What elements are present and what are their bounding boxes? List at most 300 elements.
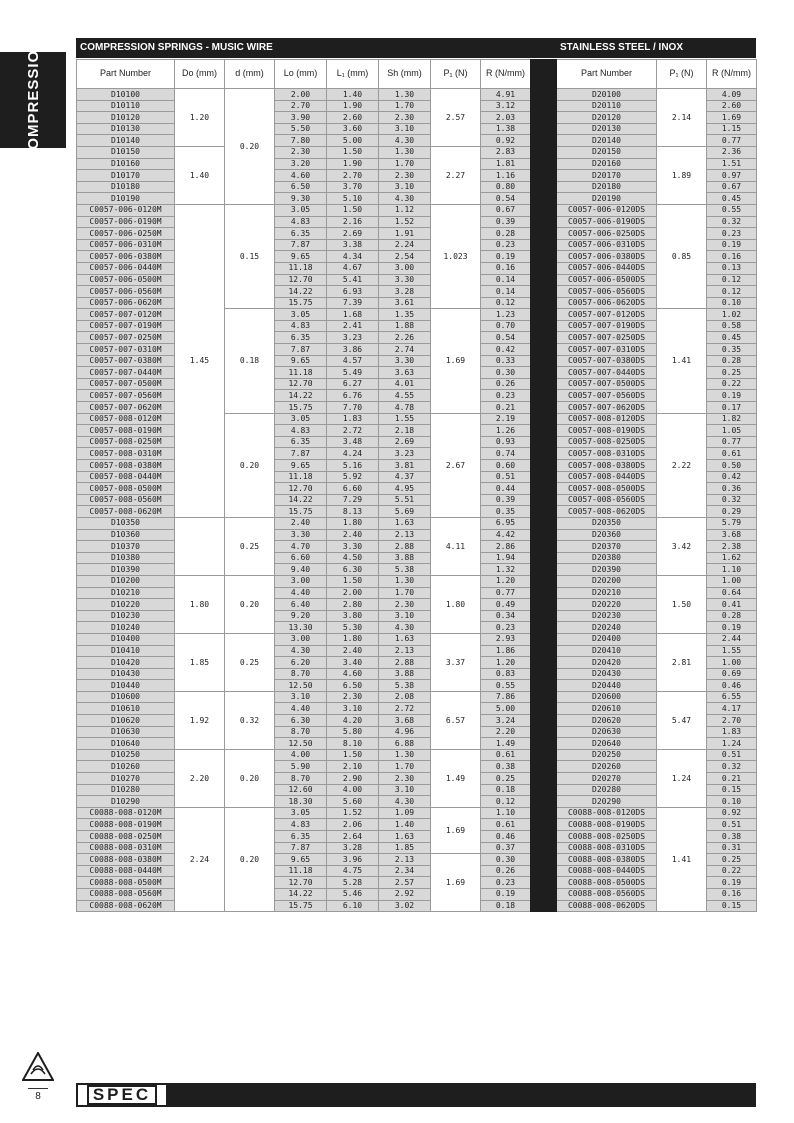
column-header: R (N/mm) xyxy=(707,60,757,89)
column-gap xyxy=(531,460,557,472)
spring-rate-cell: 6.95 xyxy=(481,517,531,529)
loaded-length-cell: 1.52 xyxy=(327,807,379,819)
table-row xyxy=(531,193,757,205)
solid-height-cell: 1.63 xyxy=(379,517,431,529)
solid-height-cell: 1.70 xyxy=(379,587,431,599)
spring-rate-cell: 1.94 xyxy=(481,552,531,564)
part-number-cell: C0057-006-0500M xyxy=(77,274,175,286)
column-gap xyxy=(531,784,557,796)
part-number-cell: D20230 xyxy=(557,610,657,622)
column-gap xyxy=(531,564,557,576)
column-gap xyxy=(531,738,557,750)
spring-rate-cell: 2.60 xyxy=(707,100,757,112)
spring-rate-cell: 0.61 xyxy=(481,819,531,831)
wire-diameter-cell: 0.15 xyxy=(225,204,275,308)
spring-rate-cell: 0.39 xyxy=(481,216,531,228)
side-tab-label: COMPRESSION xyxy=(24,38,42,162)
part-number-cell: C0057-007-0380DS xyxy=(557,355,657,367)
table-row xyxy=(77,854,531,866)
loaded-length-cell: 6.10 xyxy=(327,900,379,912)
spring-rate-cell: 1.69 xyxy=(707,112,757,124)
part-number-cell: C0057-007-0190DS xyxy=(557,320,657,332)
part-number-cell: D10610 xyxy=(77,703,175,715)
solid-height-cell: 5.38 xyxy=(379,680,431,692)
column-gap xyxy=(531,703,557,715)
spring-rate-cell: 0.38 xyxy=(707,831,757,843)
free-length-cell: 11.18 xyxy=(275,471,327,483)
spring-rate-cell: 0.42 xyxy=(707,471,757,483)
spring-rate-cell: 1.49 xyxy=(481,738,531,750)
part-number-cell: C0057-006-0560M xyxy=(77,286,175,298)
spring-rate-cell: 0.51 xyxy=(707,819,757,831)
spring-rate-cell: 0.23 xyxy=(481,877,531,889)
loaded-length-cell: 2.69 xyxy=(327,228,379,240)
loaded-length-cell: 2.16 xyxy=(327,216,379,228)
free-length-cell: 3.10 xyxy=(275,691,327,703)
solid-height-cell: 4.37 xyxy=(379,471,431,483)
loaded-length-cell: 2.06 xyxy=(327,819,379,831)
part-number-cell: C0057-006-0560DS xyxy=(557,286,657,298)
loaded-length-cell: 2.00 xyxy=(327,587,379,599)
spring-rate-cell: 0.97 xyxy=(707,170,757,182)
part-number-cell: C0057-007-0560M xyxy=(77,390,175,402)
loaded-length-cell: 4.34 xyxy=(327,251,379,263)
table-row xyxy=(531,587,757,599)
table-row xyxy=(531,425,757,437)
spring-rate-cell: 2.83 xyxy=(481,146,531,158)
solid-height-cell: 4.01 xyxy=(379,378,431,390)
column-gap xyxy=(531,541,557,553)
column-gap xyxy=(531,831,557,843)
spring-rate-cell: 0.61 xyxy=(481,749,531,761)
spring-rate-cell: 0.16 xyxy=(707,251,757,263)
table-row xyxy=(531,610,757,622)
part-number-cell: C0057-006-0310DS xyxy=(557,239,657,251)
column-gap xyxy=(531,344,557,356)
free-length-cell: 11.18 xyxy=(275,865,327,877)
spring-rate-cell: 0.64 xyxy=(707,587,757,599)
column-gap xyxy=(531,228,557,240)
wire-diameter-cell: 0.20 xyxy=(225,575,275,633)
part-number-cell: D10100 xyxy=(77,89,175,101)
brand-name: SPEC xyxy=(87,1085,157,1105)
part-number-cell: C0057-006-0380M xyxy=(77,251,175,263)
outer-diameter-cell: 1.40 xyxy=(175,146,225,204)
solid-height-cell: 3.88 xyxy=(379,552,431,564)
solid-height-cell: 1.70 xyxy=(379,761,431,773)
spring-rate-cell: 0.34 xyxy=(481,610,531,622)
part-number-cell: D20380 xyxy=(557,552,657,564)
part-number-cell: D20280 xyxy=(557,784,657,796)
part-number-cell: C0057-008-0190M xyxy=(77,425,175,437)
loaded-length-cell: 2.41 xyxy=(327,320,379,332)
loaded-length-cell: 2.80 xyxy=(327,599,379,611)
part-number-cell: C0057-008-0440DS xyxy=(557,471,657,483)
spring-rate-cell: 0.22 xyxy=(707,378,757,390)
part-number-cell: D20250 xyxy=(557,749,657,761)
free-length-cell: 3.05 xyxy=(275,204,327,216)
outer-diameter-cell: 2.20 xyxy=(175,749,225,807)
spring-rate-cell: 0.77 xyxy=(707,135,757,147)
solid-height-cell: 5.51 xyxy=(379,494,431,506)
spring-rate-cell: 0.12 xyxy=(707,274,757,286)
free-length-cell: 14.22 xyxy=(275,494,327,506)
table-row xyxy=(77,749,531,761)
column-gap xyxy=(531,170,557,182)
loaded-length-cell: 4.67 xyxy=(327,262,379,274)
spring-rate-cell: 5.79 xyxy=(707,517,757,529)
table-row xyxy=(77,89,531,101)
solid-height-cell: 4.55 xyxy=(379,390,431,402)
spring-rate-cell: 0.26 xyxy=(481,865,531,877)
free-length-cell: 4.40 xyxy=(275,587,327,599)
part-number-cell: D10410 xyxy=(77,645,175,657)
table-row xyxy=(531,633,757,645)
catalog-page xyxy=(76,38,756,1083)
side-tab-label-box xyxy=(19,38,47,162)
part-number-cell: C0088-008-0500DS xyxy=(557,877,657,889)
column-gap xyxy=(531,448,557,460)
part-number-cell: C0057-006-0620M xyxy=(77,297,175,309)
part-number-cell: D20130 xyxy=(557,123,657,135)
solid-height-cell: 3.88 xyxy=(379,668,431,680)
free-length-cell: 15.75 xyxy=(275,506,327,518)
loaded-length-cell: 5.46 xyxy=(327,888,379,900)
part-number-cell: D20210 xyxy=(557,587,657,599)
part-number-cell: C0057-006-0500DS xyxy=(557,274,657,286)
load-cell: 2.27 xyxy=(431,146,481,204)
solid-height-cell: 2.69 xyxy=(379,436,431,448)
column-gap xyxy=(531,146,557,158)
spring-rate-cell: 0.55 xyxy=(481,680,531,692)
free-length-cell: 12.50 xyxy=(275,680,327,692)
spring-rate-cell: 0.29 xyxy=(707,506,757,518)
column-gap xyxy=(531,355,557,367)
part-number-cell: D10110 xyxy=(77,100,175,112)
free-length-cell: 12.50 xyxy=(275,738,327,750)
column-gap xyxy=(531,865,557,877)
wire-diameter-cell: 0.20 xyxy=(225,413,275,517)
load-cell: 3.42 xyxy=(657,517,707,575)
table-row xyxy=(531,517,757,529)
table-row xyxy=(531,309,757,321)
solid-height-cell: 2.74 xyxy=(379,344,431,356)
spring-rate-cell: 1.16 xyxy=(481,170,531,182)
spring-rate-cell: 1.02 xyxy=(707,309,757,321)
column-gap xyxy=(531,726,557,738)
part-number-cell: C0057-008-0380DS xyxy=(557,460,657,472)
spring-rate-cell: 1.15 xyxy=(707,123,757,135)
table-row xyxy=(531,541,757,553)
spring-rate-cell: 1.55 xyxy=(707,645,757,657)
part-number-cell: D10290 xyxy=(77,796,175,808)
free-length-cell: 6.35 xyxy=(275,436,327,448)
table-row xyxy=(531,726,757,738)
part-number-cell: D20110 xyxy=(557,100,657,112)
column-header: Part Number xyxy=(77,60,175,89)
spring-rate-cell: 0.14 xyxy=(481,274,531,286)
part-number-cell: D20270 xyxy=(557,773,657,785)
spring-rate-cell: 0.92 xyxy=(707,807,757,819)
part-number-cell: D20610 xyxy=(557,703,657,715)
loaded-length-cell: 2.64 xyxy=(327,831,379,843)
part-number-cell: C0057-006-0250DS xyxy=(557,228,657,240)
spring-rate-cell: 0.32 xyxy=(707,216,757,228)
outer-diameter-cell: 2.24 xyxy=(175,807,225,911)
free-length-cell: 3.05 xyxy=(275,309,327,321)
table-row xyxy=(531,680,757,692)
column-gap xyxy=(531,819,557,831)
free-length-cell: 6.50 xyxy=(275,181,327,193)
spring-rate-cell: 1.23 xyxy=(481,309,531,321)
loaded-length-cell: 2.40 xyxy=(327,529,379,541)
loaded-length-cell: 3.96 xyxy=(327,854,379,866)
spring-rate-cell: 0.45 xyxy=(707,193,757,205)
loaded-length-cell: 2.72 xyxy=(327,425,379,437)
column-gap xyxy=(531,262,557,274)
free-length-cell: 9.65 xyxy=(275,251,327,263)
part-number-cell: D10370 xyxy=(77,541,175,553)
load-cell: 1.41 xyxy=(657,807,707,911)
free-length-cell: 8.70 xyxy=(275,668,327,680)
free-length-cell: 14.22 xyxy=(275,888,327,900)
table-row xyxy=(77,204,531,216)
table-row xyxy=(531,436,757,448)
load-cell: 2.22 xyxy=(657,413,707,517)
spring-rate-cell: 0.26 xyxy=(481,378,531,390)
loaded-length-cell: 3.60 xyxy=(327,123,379,135)
free-length-cell: 6.40 xyxy=(275,599,327,611)
column-gap xyxy=(531,100,557,112)
table-row xyxy=(77,309,531,321)
load-cell: 1.69 xyxy=(431,854,481,912)
free-length-cell: 6.20 xyxy=(275,657,327,669)
part-number-cell: C0088-008-0120DS xyxy=(557,807,657,819)
solid-height-cell: 2.13 xyxy=(379,854,431,866)
column-gap xyxy=(531,599,557,611)
spring-rate-cell: 0.18 xyxy=(481,900,531,912)
solid-height-cell: 4.30 xyxy=(379,193,431,205)
column-gap xyxy=(531,552,557,564)
solid-height-cell: 4.30 xyxy=(379,135,431,147)
column-gap xyxy=(531,854,557,866)
outer-diameter-cell: 1.20 xyxy=(175,89,225,147)
part-number-cell: C0088-008-0440M xyxy=(77,865,175,877)
part-number-cell: C0057-006-0380DS xyxy=(557,251,657,263)
table-row xyxy=(531,123,757,135)
table-row xyxy=(531,877,757,889)
spring-rate-cell: 0.15 xyxy=(707,784,757,796)
loaded-length-cell: 5.92 xyxy=(327,471,379,483)
load-cell: 2.14 xyxy=(657,89,707,147)
load-cell: 2.81 xyxy=(657,633,707,691)
free-length-cell: 12.60 xyxy=(275,784,327,796)
column-gap xyxy=(531,378,557,390)
part-number-cell: C0088-008-0560M xyxy=(77,888,175,900)
table-row xyxy=(77,575,531,587)
free-length-cell: 6.60 xyxy=(275,552,327,564)
loaded-length-cell: 3.86 xyxy=(327,344,379,356)
spring-rate-cell: 0.54 xyxy=(481,193,531,205)
column-gap xyxy=(531,761,557,773)
spring-rate-cell: 0.93 xyxy=(481,436,531,448)
solid-height-cell: 5.38 xyxy=(379,564,431,576)
load-cell: 3.37 xyxy=(431,633,481,691)
column-gap xyxy=(531,691,557,703)
table-row xyxy=(531,900,757,912)
free-length-cell: 4.83 xyxy=(275,216,327,228)
part-number-cell: D10140 xyxy=(77,135,175,147)
part-number-cell: C0057-007-0440DS xyxy=(557,367,657,379)
free-length-cell: 2.00 xyxy=(275,89,327,101)
spring-rate-cell: 0.30 xyxy=(481,367,531,379)
spring-rate-cell: 3.12 xyxy=(481,100,531,112)
spring-rate-cell: 2.93 xyxy=(481,633,531,645)
section-side-tab xyxy=(0,38,66,162)
spring-rate-cell: 4.09 xyxy=(707,89,757,101)
free-length-cell: 9.30 xyxy=(275,193,327,205)
spring-rate-cell: 1.26 xyxy=(481,425,531,437)
solid-height-cell: 3.30 xyxy=(379,355,431,367)
spring-logo-icon xyxy=(22,1052,54,1082)
solid-height-cell: 6.88 xyxy=(379,738,431,750)
free-length-cell: 9.20 xyxy=(275,610,327,622)
column-gap xyxy=(531,135,557,147)
spring-rate-cell: 2.70 xyxy=(707,715,757,727)
loaded-length-cell: 1.50 xyxy=(327,146,379,158)
table-row xyxy=(531,262,757,274)
loaded-length-cell: 4.60 xyxy=(327,668,379,680)
free-length-cell: 14.22 xyxy=(275,286,327,298)
part-number-cell: D20420 xyxy=(557,657,657,669)
load-cell: 1.41 xyxy=(657,309,707,413)
column-gap xyxy=(531,749,557,761)
column-gap xyxy=(531,622,557,634)
column-gap xyxy=(531,877,557,889)
free-length-cell: 9.65 xyxy=(275,854,327,866)
solid-height-cell: 1.35 xyxy=(379,309,431,321)
table-row xyxy=(531,332,757,344)
part-number-cell: D10200 xyxy=(77,575,175,587)
table-row xyxy=(531,204,757,216)
part-number-cell: C0057-007-0310DS xyxy=(557,344,657,356)
part-number-cell: C0057-008-0560DS xyxy=(557,494,657,506)
table-row xyxy=(77,517,531,529)
spring-rate-cell: 0.13 xyxy=(707,262,757,274)
free-length-cell: 3.05 xyxy=(275,413,327,425)
loaded-length-cell: 4.57 xyxy=(327,355,379,367)
spring-rate-cell: 1.20 xyxy=(481,657,531,669)
spring-rate-cell: 0.17 xyxy=(707,402,757,414)
part-number-cell: C0057-008-0310DS xyxy=(557,448,657,460)
solid-height-cell: 2.24 xyxy=(379,239,431,251)
load-cell: 0.85 xyxy=(657,204,707,308)
part-number-cell: C0057-008-0620M xyxy=(77,506,175,518)
part-number-cell: D10400 xyxy=(77,633,175,645)
part-number-cell: C0057-006-0190DS xyxy=(557,216,657,228)
part-number-cell: D20150 xyxy=(557,146,657,158)
column-gap xyxy=(531,575,557,587)
table-row xyxy=(531,146,757,158)
part-number-cell: C0088-008-0500M xyxy=(77,877,175,889)
outer-diameter-cell: 1.45 xyxy=(175,204,225,517)
part-number-cell: C0057-007-0250M xyxy=(77,332,175,344)
part-number-cell: D10440 xyxy=(77,680,175,692)
part-number-cell: C0057-008-0190DS xyxy=(557,425,657,437)
table-row xyxy=(531,378,757,390)
part-number-cell: C0057-007-0120DS xyxy=(557,309,657,321)
column-gap xyxy=(531,320,557,332)
part-number-cell: C0057-007-0250DS xyxy=(557,332,657,344)
column-gap xyxy=(531,471,557,483)
spring-rate-cell: 2.86 xyxy=(481,541,531,553)
column-gap xyxy=(531,204,557,216)
column-header: R (N/mm) xyxy=(481,60,531,89)
column-gap xyxy=(531,645,557,657)
column-gap xyxy=(531,89,557,101)
spring-rate-cell: 0.19 xyxy=(707,390,757,402)
loaded-length-cell: 3.70 xyxy=(327,181,379,193)
part-number-cell: D10360 xyxy=(77,529,175,541)
part-number-cell: C0057-007-0310M xyxy=(77,344,175,356)
table-row xyxy=(531,251,757,263)
column-gap xyxy=(531,112,557,124)
wire-diameter-cell: 0.18 xyxy=(225,309,275,413)
load-cell: 1.69 xyxy=(431,309,481,413)
loaded-length-cell: 4.50 xyxy=(327,552,379,564)
loaded-length-cell: 6.76 xyxy=(327,390,379,402)
solid-height-cell: 4.96 xyxy=(379,726,431,738)
solid-height-cell: 1.30 xyxy=(379,89,431,101)
table-row xyxy=(531,749,757,761)
table-row xyxy=(77,146,531,158)
loaded-length-cell: 4.00 xyxy=(327,784,379,796)
free-length-cell: 12.70 xyxy=(275,378,327,390)
table-row xyxy=(531,807,757,819)
spring-rate-cell: 0.77 xyxy=(707,436,757,448)
part-number-cell: D20430 xyxy=(557,668,657,680)
part-number-cell: C0088-008-0620M xyxy=(77,900,175,912)
free-length-cell: 7.87 xyxy=(275,344,327,356)
column-header: Lo (mm) xyxy=(275,60,327,89)
loaded-length-cell: 6.50 xyxy=(327,680,379,692)
table-row xyxy=(531,842,757,854)
spring-rate-cell: 0.46 xyxy=(481,831,531,843)
spring-rate-cell: 1.83 xyxy=(707,726,757,738)
spring-rate-cell: 0.31 xyxy=(707,842,757,854)
loaded-length-cell: 1.80 xyxy=(327,517,379,529)
music-wire-header-row xyxy=(77,60,531,89)
spring-rate-cell: 1.86 xyxy=(481,645,531,657)
table-row xyxy=(531,494,757,506)
part-number-cell: C0057-008-0500DS xyxy=(557,483,657,495)
table-row xyxy=(531,344,757,356)
free-length-cell: 9.65 xyxy=(275,460,327,472)
table-row xyxy=(531,228,757,240)
spring-rate-cell: 0.41 xyxy=(707,599,757,611)
spring-rate-cell: 0.69 xyxy=(707,668,757,680)
solid-height-cell: 4.30 xyxy=(379,622,431,634)
spring-rate-cell: 0.37 xyxy=(481,842,531,854)
part-number-cell: D10620 xyxy=(77,715,175,727)
part-number-cell: D10260 xyxy=(77,761,175,773)
table-row xyxy=(531,645,757,657)
solid-height-cell: 3.28 xyxy=(379,286,431,298)
solid-height-cell: 1.70 xyxy=(379,158,431,170)
part-number-cell: D10600 xyxy=(77,691,175,703)
part-number-cell: D20400 xyxy=(557,633,657,645)
free-length-cell: 4.83 xyxy=(275,320,327,332)
